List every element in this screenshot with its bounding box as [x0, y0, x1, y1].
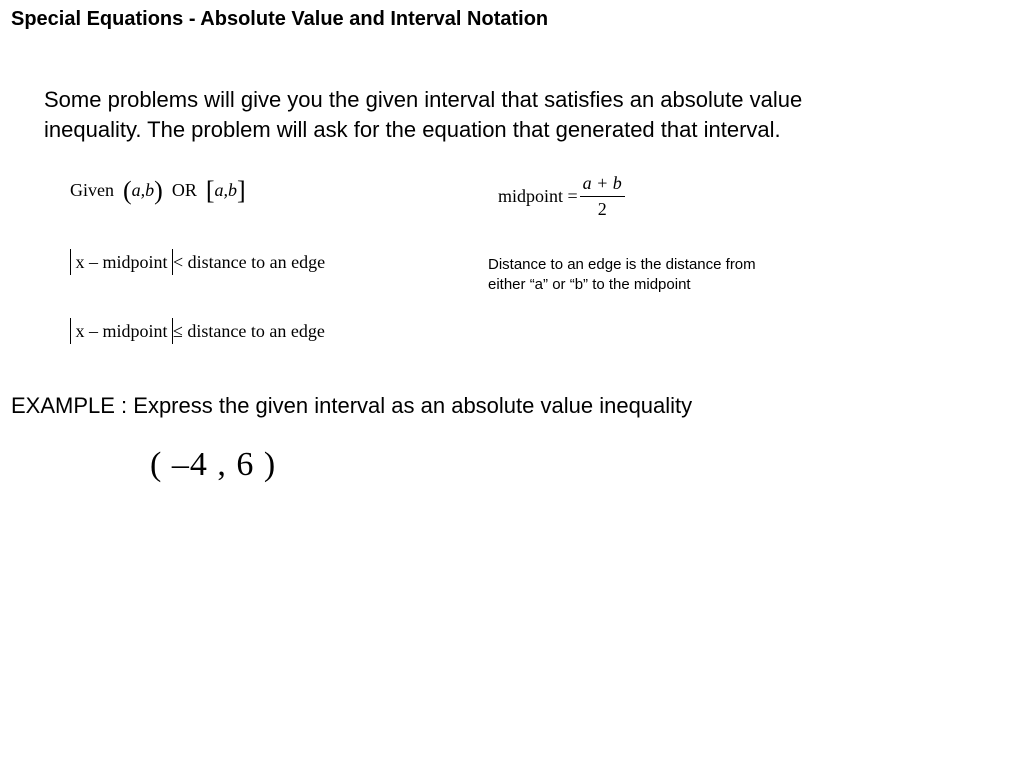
intro-line-1: Some problems will give you the given interval that satisfies an absolute value — [44, 87, 803, 112]
example-interval: ( –4 , 6 ) — [150, 446, 277, 483]
given-word: Given — [70, 180, 114, 200]
midpoint-lhs: midpoint = — [498, 186, 578, 206]
nonstrict-inequality — [70, 318, 325, 344]
inequality-rhs: ≤ distance to an edge — [173, 321, 325, 341]
example-heading: EXAMPLE : Express the given interval as an absolute value inequality — [11, 393, 693, 418]
intro-paragraph — [44, 85, 974, 145]
strict-inequality — [70, 249, 325, 275]
fraction-numerator: a + b — [582, 173, 622, 193]
abs-bar-left — [70, 318, 71, 344]
closed-interval-content: a,b — [214, 180, 238, 200]
open-paren: ( — [123, 176, 132, 205]
close-paren: ) — [154, 176, 163, 205]
note-line-1: Distance to an edge is the distance from — [488, 256, 756, 273]
abs-bar-left — [70, 249, 71, 275]
intro-line-2: inequality. The problem will ask for the equation that generated that interval. — [44, 117, 781, 142]
midpoint-formula — [498, 172, 625, 221]
or-word: OR — [171, 180, 197, 200]
note-line-2: either “a” or “b” to the midpoint — [488, 276, 691, 293]
inequality-rhs: < distance to an edge — [173, 252, 326, 272]
fraction-denominator: 2 — [597, 199, 607, 219]
given-interval-notation — [70, 176, 246, 206]
open-bracket: [ — [205, 176, 215, 205]
distance-note — [488, 255, 756, 295]
abs-expression: x – midpoint — [75, 321, 168, 341]
open-interval-content: a,b — [131, 180, 155, 200]
midpoint-fraction — [580, 172, 625, 221]
abs-expression: x – midpoint — [75, 252, 168, 272]
close-bracket: ] — [237, 176, 246, 205]
page-title: Special Equations - Absolute Value and Interval Notation — [11, 8, 549, 30]
